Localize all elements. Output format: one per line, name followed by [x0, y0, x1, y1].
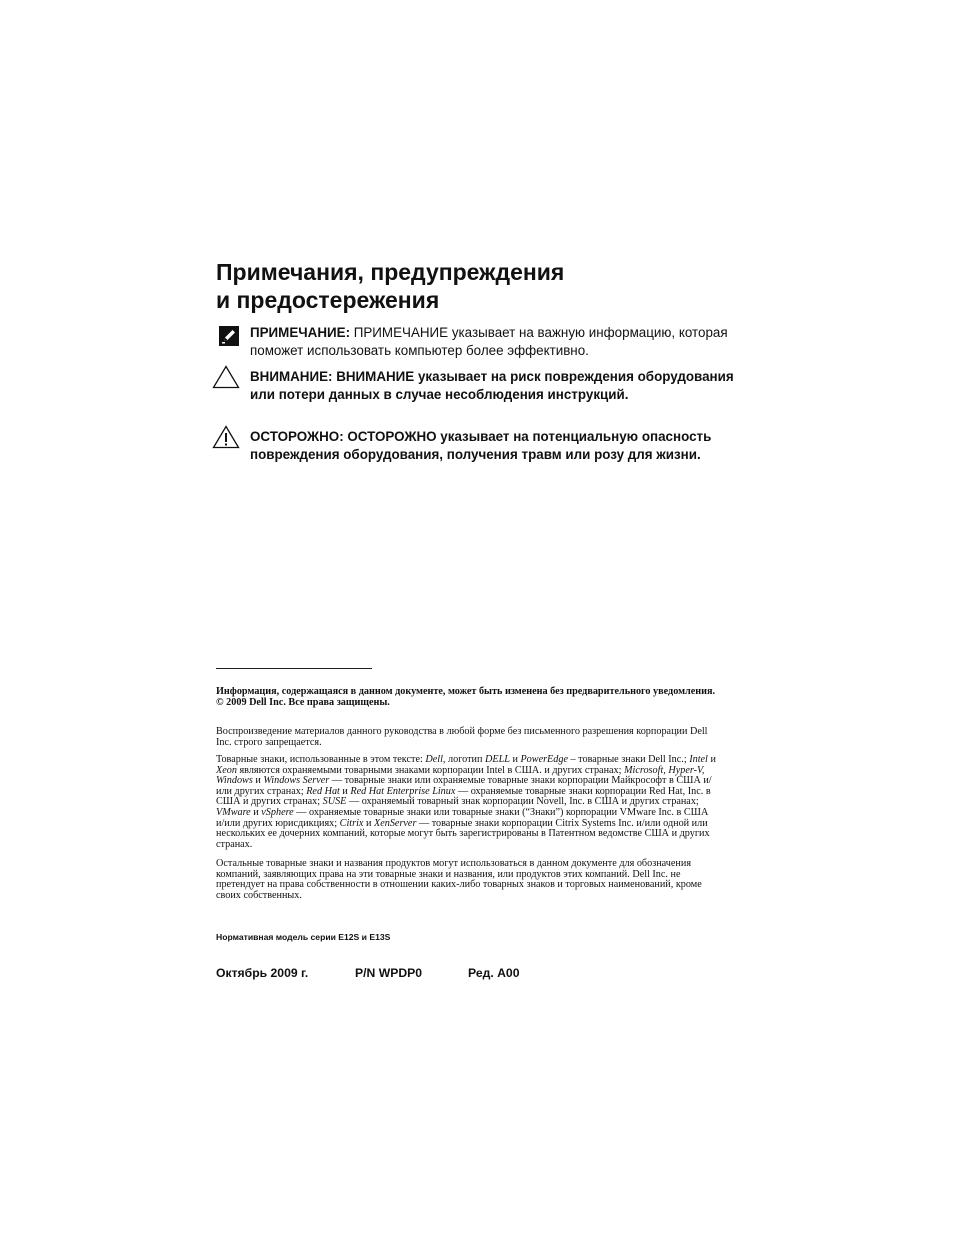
warning-block	[216, 428, 736, 463]
note-body: ПРИМЕЧАНИЕ указывает на важную информацию, которая поможет использовать компьютер более эффективно.	[250, 325, 728, 358]
tm-text: и	[250, 806, 262, 818]
note-label: ПРИМЕЧАНИЕ:	[250, 325, 351, 340]
tm-text: являются охраняемыми товарными знаками корпорации Intel в США. и других странах;	[236, 764, 625, 776]
tm-mark: Microsoft, Hyper-V, Windows	[216, 764, 705, 787]
page-title	[216, 258, 776, 314]
tm-text: , логотип	[442, 754, 485, 765]
notice-text	[250, 368, 736, 403]
change-notice	[216, 687, 716, 708]
tm-mark: vSphere	[261, 806, 294, 818]
tm-text: и	[252, 775, 264, 787]
tm-mark: PowerEdge	[520, 754, 568, 765]
warning-label: ОСТОРОЖНО:	[250, 429, 344, 444]
info-line: Информация, содержащаяся в данном документе, может быть изменена без предварительного уведомления.	[216, 686, 716, 697]
notice-label: ВНИМАНИЕ:	[250, 369, 333, 384]
notice-block	[216, 368, 736, 403]
title-line-2: и предостережения	[216, 287, 440, 313]
warning-text	[250, 428, 736, 463]
tm-text: — товарные знаки корпорации Citrix Systems Inc. и/или одной или нескольких ее дочерних компаний, которые могут быть зарегистрированы в Патентном ведомстве США и других странах.	[216, 817, 710, 850]
tm-mark: SUSE	[322, 796, 347, 808]
tm-text: — охраняемые товарные знаки корпорации Red Hat, Inc. в США и других странах;	[216, 785, 711, 808]
caution-triangle-icon	[212, 365, 238, 389]
tm-text: и	[707, 754, 716, 765]
tm-mark: VMware	[216, 806, 251, 818]
other-trademarks-paragraph: Остальные товарные знаки и названия продуктов могут использоваться в данном документе для обозначения компаний, заявляющих права на эти товарные знаки и названия, или продуктов этих компаний. Dell Inc. не претендует на права собственности в отношении каких-либо товарных знаков и торговых наименований, кроме своих собственных.	[216, 858, 702, 901]
footer-revision: Ред. A00	[468, 966, 520, 980]
tm-mark: Xeon	[216, 764, 237, 776]
pencil-note-icon	[219, 326, 245, 350]
trademarks-paragraph	[216, 755, 716, 850]
tm-text: — охраняемые товарные знаки или товарные знаки (“Знаки”) корпорации VMware Inc. в США и/или других юрисдикциях;	[216, 806, 709, 829]
tm-mark: Intel	[689, 754, 708, 765]
note-text	[250, 324, 736, 359]
notice-body: ВНИМАНИЕ указывает на риск повреждения оборудования или потери данных в случае несоблюдения инструкций.	[250, 369, 734, 402]
warning-body: ОСТОРОЖНО указывает на потенциальную опасность повреждения оборудования, получения травм или розу для жизни.	[250, 429, 712, 462]
copyright: © 2009 Dell Inc. Все права защищены.	[216, 696, 390, 708]
footer-date: Октябрь 2009 г.	[216, 966, 309, 980]
tm-text: и	[339, 785, 351, 797]
title-line-1: Примечания, предупреждения	[216, 259, 565, 285]
tm-text: — охраняемый товарный знак корпорации Novell, Inc. в США и других странах;	[346, 796, 699, 808]
tm-text: и	[363, 817, 374, 829]
reproduction-notice: Воспроизведение материалов данного руководства в любой форме без письменного разрешения корпорации Dell Inc. строго запрещается.	[216, 726, 708, 748]
tm-mark: Dell	[425, 754, 443, 765]
tm-mark: XenServer	[373, 817, 417, 829]
tm-mark: Red Hat Enterprise Linux	[350, 785, 456, 797]
tm-text: Товарные знаки, использованные в этом тексте:	[216, 754, 426, 765]
tm-text: и	[509, 754, 521, 765]
tm-text: – товарные знаки Dell Inc.;	[567, 754, 690, 765]
tm-mark: Red Hat	[306, 785, 340, 797]
note-block	[216, 324, 736, 359]
tm-text: — товарные знаки или охраняемые товарные знаки корпорации Майкрософт в США и/или других странах;	[216, 775, 712, 797]
footer-part-number: P/N WPDP0	[355, 966, 423, 980]
tm-mark: Windows Server	[263, 775, 330, 787]
footnote-divider	[216, 668, 372, 669]
tm-mark: Citrix	[339, 817, 364, 829]
regulatory-model: Нормативная модель серии E12S и E13S	[216, 932, 391, 942]
tm-mark: DELL	[484, 754, 510, 765]
warning-triangle-icon	[212, 425, 238, 449]
